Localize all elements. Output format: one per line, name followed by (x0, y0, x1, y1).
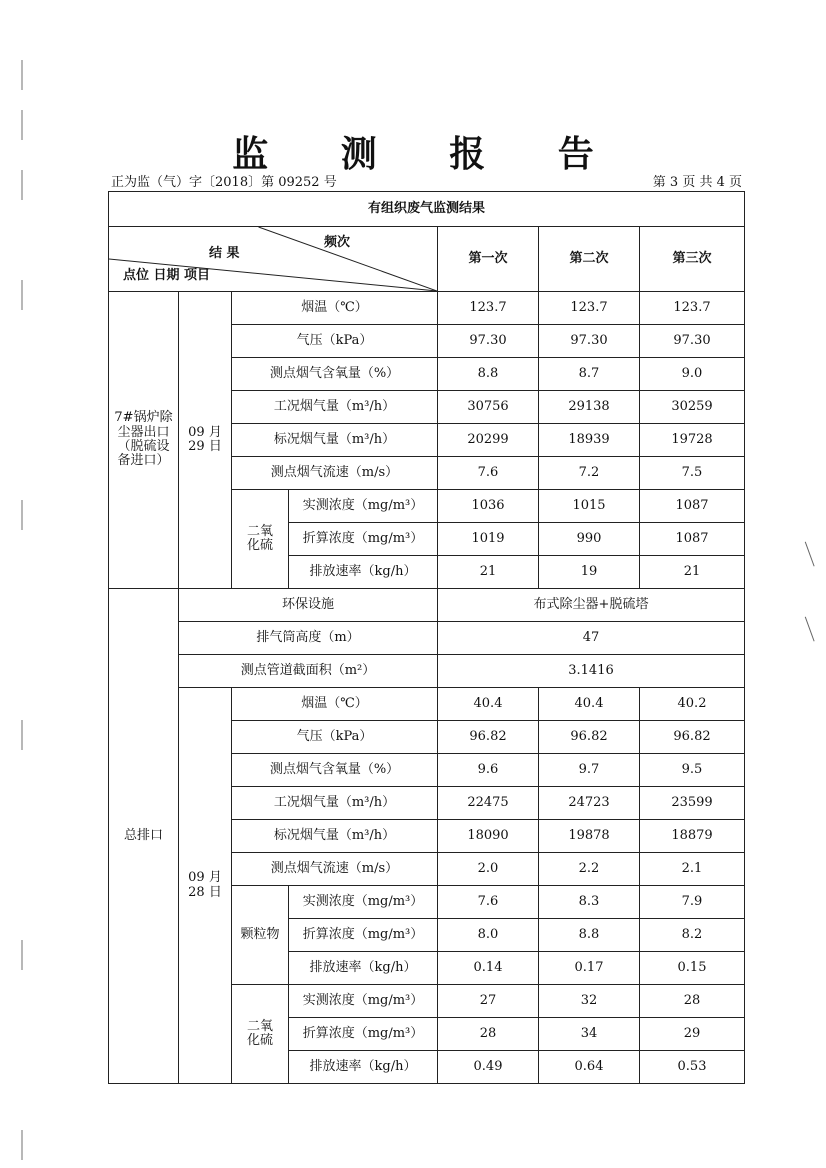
value-cell: 27 (438, 985, 539, 1018)
document-number: 正为监（气）字〔2018〕第 09252 号 (111, 175, 337, 190)
value-cell: 9.5 (640, 754, 745, 787)
value-cell: 29 (640, 1018, 745, 1051)
item-cell: 测点管道截面积（m²） (179, 655, 438, 688)
location-cell (109, 292, 179, 589)
pollutant-group-cell (232, 886, 289, 985)
header-result-label: 结 果 (209, 246, 240, 261)
date-text: 09 月 28 日 (188, 870, 222, 900)
value-cell: 29138 (539, 391, 640, 424)
value-cell: 7.2 (539, 457, 640, 490)
column-header-third: 第三次 (640, 227, 745, 292)
value-cell: 9.7 (539, 754, 640, 787)
item-cell: 实测浓度（mg/m³） (289, 985, 438, 1018)
value-cell: 7.9 (640, 886, 745, 919)
value-cell: 0.17 (539, 952, 640, 985)
location-cell (109, 589, 179, 1084)
value-cell: 96.82 (640, 721, 745, 754)
value-cell: 97.30 (438, 325, 539, 358)
diagonal-header-cell (109, 227, 438, 292)
item-cell: 工况烟气量（m³/h） (232, 391, 438, 424)
value-cell: 0.49 (438, 1051, 539, 1084)
binding-margin-line (21, 280, 23, 310)
value-cell: 0.14 (438, 952, 539, 985)
value-cell: 30756 (438, 391, 539, 424)
value-cell: 28 (438, 1018, 539, 1051)
table-row (109, 688, 745, 721)
item-cell: 气压（kPa） (232, 325, 438, 358)
value-cell: 47 (438, 622, 745, 655)
value-cell: 0.53 (640, 1051, 745, 1084)
value-cell: 9.0 (640, 358, 745, 391)
date-cell (179, 292, 232, 589)
value-cell: 1015 (539, 490, 640, 523)
value-cell: 18090 (438, 820, 539, 853)
date-text: 09 月 29 日 (188, 424, 222, 454)
binding-margin-line (21, 940, 23, 970)
table-row (109, 655, 745, 688)
item-cell: 环保设施 (179, 589, 438, 622)
value-cell: 18879 (640, 820, 745, 853)
value-cell: 9.6 (438, 754, 539, 787)
header-location-date-item-label: 点位 日期 项目 (123, 268, 211, 283)
value-cell: 18939 (539, 424, 640, 457)
value-cell: 8.3 (539, 886, 640, 919)
scan-mark (805, 540, 820, 567)
binding-margin-line (21, 60, 23, 90)
value-cell: 21 (438, 556, 539, 589)
value-cell: 8.0 (438, 919, 539, 952)
value-cell: 布式除尘器+脱硫塔 (438, 589, 745, 622)
value-cell: 8.7 (539, 358, 640, 391)
value-cell: 40.2 (640, 688, 745, 721)
binding-margin-line (21, 720, 23, 750)
value-cell: 123.7 (640, 292, 745, 325)
value-cell: 2.1 (640, 853, 745, 886)
item-cell: 实测浓度（mg/m³） (289, 886, 438, 919)
item-cell: 测点烟气流速（m/s） (232, 457, 438, 490)
binding-margin-line (21, 1130, 23, 1160)
table-caption: 有组织废气监测结果 (109, 192, 745, 227)
date-cell (179, 688, 232, 1084)
value-cell: 1019 (438, 523, 539, 556)
value-cell: 19728 (640, 424, 745, 457)
table-row (109, 292, 745, 325)
value-cell: 40.4 (539, 688, 640, 721)
item-cell: 测点烟气流速（m/s） (232, 853, 438, 886)
table-row (109, 589, 745, 622)
item-cell: 测点烟气含氧量（%） (232, 754, 438, 787)
value-cell: 1087 (640, 490, 745, 523)
value-cell: 7.5 (640, 457, 745, 490)
item-cell: 排气筒高度（m） (179, 622, 438, 655)
item-cell: 排放速率（kg/h） (289, 952, 438, 985)
location-text: 总排口 (123, 827, 163, 843)
value-cell: 2.0 (438, 853, 539, 886)
item-cell: 标况烟气量（m³/h） (232, 424, 438, 457)
value-cell: 8.2 (640, 919, 745, 952)
item-cell: 折算浓度（mg/m³） (289, 919, 438, 952)
binding-margin-line (21, 500, 23, 530)
pollutant-label: 二氧化硫 (246, 1018, 273, 1048)
value-cell: 19878 (539, 820, 640, 853)
value-cell: 123.7 (438, 292, 539, 325)
value-cell: 24723 (539, 787, 640, 820)
item-cell: 实测浓度（mg/m³） (289, 490, 438, 523)
value-cell: 7.6 (438, 457, 539, 490)
scan-mark (805, 615, 820, 642)
value-cell: 1036 (438, 490, 539, 523)
value-cell: 96.82 (438, 721, 539, 754)
value-cell: 30259 (640, 391, 745, 424)
value-cell: 23599 (640, 787, 745, 820)
value-cell: 7.6 (438, 886, 539, 919)
value-cell: 28 (640, 985, 745, 1018)
value-cell: 40.4 (438, 688, 539, 721)
item-cell: 折算浓度（mg/m³） (289, 523, 438, 556)
value-cell: 8.8 (539, 919, 640, 952)
pollutant-label: 二氧化硫 (246, 523, 273, 553)
value-cell: 990 (539, 523, 640, 556)
value-cell: 97.30 (640, 325, 745, 358)
location-text: 7#锅炉除尘器出口（脱硫设备进口） (114, 410, 173, 469)
emission-results-table (108, 191, 745, 1084)
report-title: 监 测 报 告 (232, 133, 624, 175)
value-cell: 123.7 (539, 292, 640, 325)
pollutant-group-cell (232, 490, 289, 589)
item-cell: 排放速率（kg/h） (289, 556, 438, 589)
value-cell: 96.82 (539, 721, 640, 754)
column-header-second: 第二次 (539, 227, 640, 292)
value-cell: 97.30 (539, 325, 640, 358)
value-cell: 0.15 (640, 952, 745, 985)
header-frequency-label: 频次 (324, 235, 351, 250)
item-cell: 测点烟气含氧量（%） (232, 358, 438, 391)
value-cell: 0.64 (539, 1051, 640, 1084)
column-header-first: 第一次 (438, 227, 539, 292)
item-cell: 标况烟气量（m³/h） (232, 820, 438, 853)
value-cell: 1087 (640, 523, 745, 556)
item-cell: 工况烟气量（m³/h） (232, 787, 438, 820)
item-cell: 烟温（℃） (232, 292, 438, 325)
item-cell: 烟温（℃） (232, 688, 438, 721)
value-cell: 32 (539, 985, 640, 1018)
item-cell: 折算浓度（mg/m³） (289, 1018, 438, 1051)
item-cell: 气压（kPa） (232, 721, 438, 754)
value-cell: 3.1416 (438, 655, 745, 688)
value-cell: 22475 (438, 787, 539, 820)
value-cell: 34 (539, 1018, 640, 1051)
value-cell: 21 (640, 556, 745, 589)
page-indicator: 第 3 页 共 4 页 (652, 175, 742, 190)
pollutant-label: 颗粒物 (240, 926, 280, 942)
table-row (109, 622, 745, 655)
value-cell: 20299 (438, 424, 539, 457)
item-cell: 排放速率（kg/h） (289, 1051, 438, 1084)
value-cell: 8.8 (438, 358, 539, 391)
pollutant-group-cell (232, 985, 289, 1084)
value-cell: 19 (539, 556, 640, 589)
value-cell: 2.2 (539, 853, 640, 886)
